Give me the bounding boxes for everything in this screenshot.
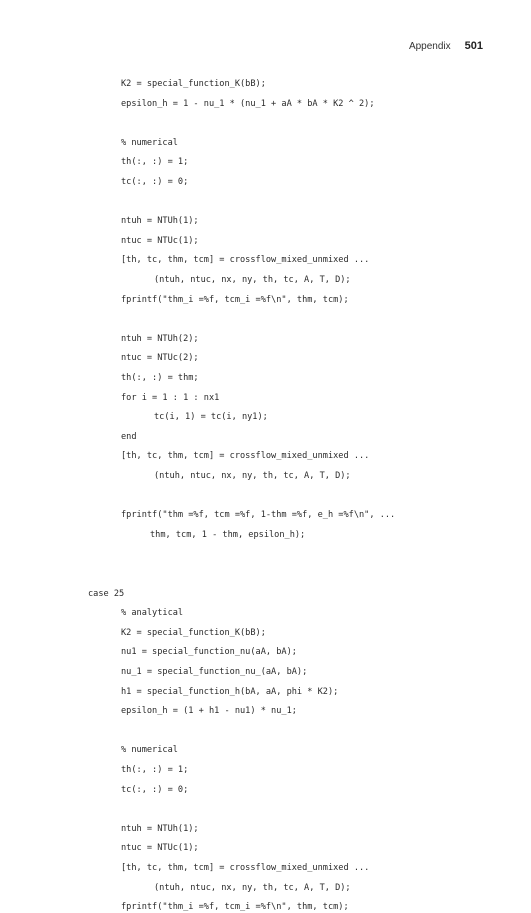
code-line: for i = 1 : 1 : nx1 bbox=[121, 392, 220, 403]
code-line: th(:, :) = 1; bbox=[121, 157, 189, 168]
code-line: ntuh = NTUh(2); bbox=[121, 333, 199, 344]
code-line: (ntuh, ntuc, nx, ny, th, tc, A, T, D); bbox=[154, 275, 351, 285]
code-line: nu_1 = special_function_nu_(aA, bA); bbox=[121, 667, 308, 677]
code-line: ntuc = NTUc(2); bbox=[121, 353, 199, 364]
code-line: (ntuh, ntuc, nx, ny, th, tc, A, T, D); bbox=[154, 882, 351, 893]
code-line: [th, tc, thm, tcm] = crossflow_mixed_unmixed ... bbox=[121, 255, 370, 266]
page-header bbox=[409, 40, 483, 52]
code-line: fprintf("thm_i =%f, tcm_i =%f\n", thm, tcm); bbox=[121, 902, 349, 913]
code-line: [th, tc, thm, tcm] = crossflow_mixed_unmixed ... bbox=[121, 863, 370, 873]
code-line: % analytical bbox=[121, 608, 184, 619]
code-line: th(:, :) = thm; bbox=[121, 373, 199, 383]
code-line: th(:, :) = 1; bbox=[121, 765, 189, 775]
code-line: ntuc = NTUc(1); bbox=[121, 843, 199, 854]
code-line: epsilon_h = (1 + h1 - nu1) * nu_1; bbox=[121, 706, 297, 717]
code-line: K2 = special_function_K(bB); bbox=[121, 627, 266, 638]
code-line: epsilon_h = 1 - nu_1 * (nu_1 + aA * bA * K2 ^ 2); bbox=[121, 98, 375, 109]
page-number: 501 bbox=[464, 40, 483, 52]
code-line: end bbox=[121, 431, 137, 442]
code-line: ntuh = NTUh(1); bbox=[121, 216, 199, 227]
code-line: ntuc = NTUc(1); bbox=[121, 235, 199, 246]
code-line: (ntuh, ntuc, nx, ny, th, tc, A, T, D); bbox=[154, 471, 351, 481]
code-line: ntuh = NTUh(1); bbox=[121, 823, 199, 834]
code-line: fprintf("thm =%f, tcm =%f, 1-thm =%f, e_h =%f\n", ... bbox=[121, 510, 396, 521]
code-line: fprintf("thm_i =%f, tcm_i =%f\n", thm, tcm); bbox=[121, 294, 349, 305]
code-line: h1 = special_function_h(bA, aA, phi * K2); bbox=[121, 686, 339, 697]
code-line: tc(:, :) = 0; bbox=[121, 177, 189, 187]
code-line: tc(:, :) = 0; bbox=[121, 784, 189, 795]
code-line: % numerical bbox=[121, 137, 178, 148]
code-line: % numerical bbox=[121, 745, 178, 756]
code-line: [th, tc, thm, tcm] = crossflow_mixed_unmixed ... bbox=[121, 451, 370, 462]
running-head: Appendix bbox=[408, 41, 451, 52]
code-line: K2 = special_function_K(bB); bbox=[121, 79, 266, 89]
code-line: case 25 bbox=[88, 588, 125, 599]
code-line: nu1 = special_function_nu(aA, bA); bbox=[121, 647, 297, 658]
code-line: thm, tcm, 1 - thm, epsilon_h); bbox=[150, 529, 306, 540]
code-line: tc(i, 1) = tc(i, ny1); bbox=[154, 412, 268, 423]
